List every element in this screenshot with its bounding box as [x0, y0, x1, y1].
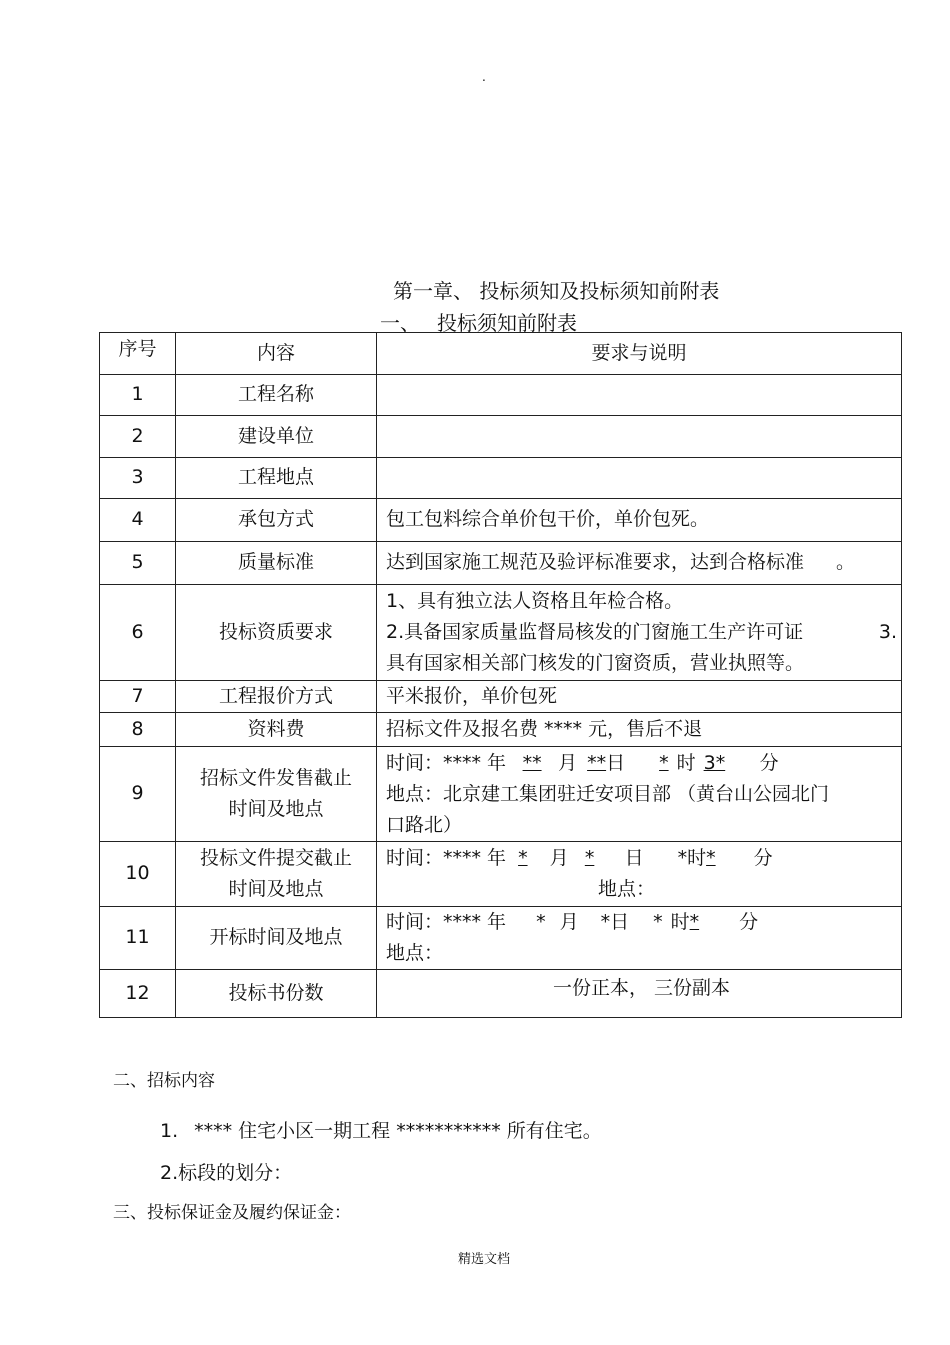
time-month: 月 [559, 911, 579, 933]
time-month-value: ** [522, 751, 542, 774]
time-hour: 时 [676, 751, 696, 774]
time-line [386, 843, 897, 874]
time-line [386, 748, 897, 779]
table-row [100, 747, 902, 842]
time-day-value: ** [587, 751, 607, 774]
row-name [176, 747, 377, 842]
row-name: 工程报价方式 [176, 681, 377, 713]
item-1-text: **** 住宅小区一期工程 *********** 所有住宅。 [194, 1120, 602, 1142]
row-index: 12 [100, 970, 176, 1018]
requirement-end: 。 [836, 551, 856, 574]
row-requirement [377, 542, 902, 585]
time-year: **** 年 [443, 751, 507, 774]
bid-notice-table [99, 332, 902, 1018]
time-month-value: * [536, 911, 546, 933]
time-day-value: *日 [600, 911, 630, 933]
time-label: 时间： [386, 911, 444, 933]
row-index: 1 [100, 375, 176, 416]
row-requirement [377, 416, 902, 458]
table-row [100, 970, 902, 1018]
requirement-line-2-text: 2.具备国家质量监督局核发的门窗施工生产许可证 [386, 621, 804, 643]
table-row [100, 375, 902, 416]
table-header-row [100, 333, 902, 375]
table-row [100, 542, 902, 585]
table-row [100, 681, 902, 713]
time-day-value: * [584, 847, 595, 869]
row-requirement: 一份正本， 三份副本 [377, 970, 902, 1018]
time-min: 分 [739, 911, 759, 933]
row-index: 3 [100, 458, 176, 499]
row-name-line-2: 时间及地点 [228, 798, 324, 820]
time-hour-value: * [659, 751, 669, 774]
time-hour-value: * [653, 911, 663, 933]
row-name-line-1: 投标文件提交截止 [199, 847, 352, 869]
row-name: 承包方式 [176, 499, 377, 542]
table-row [100, 458, 902, 499]
section-3-title: 三、投标保证金及履约保证金： [113, 1203, 351, 1223]
place-line: 地点： [598, 878, 656, 900]
time-hour-value: *时 [677, 847, 707, 869]
row-requirement [377, 907, 902, 970]
row-name: 质量标准 [176, 542, 377, 585]
row-name-line-2: 时间及地点 [228, 878, 324, 900]
chapter-title: 第一章、 投标须知及投标须知前附表 [393, 279, 720, 303]
section-2-title: 二、招标内容 [113, 1071, 215, 1091]
time-day: 日 [624, 847, 644, 869]
table-row [100, 499, 902, 542]
time-month-value: * [518, 847, 528, 869]
table-row [100, 585, 902, 681]
row-requirement [377, 747, 902, 842]
time-min-value: * [689, 911, 700, 933]
row-name: 投标资质要求 [176, 585, 377, 681]
requirement-line-2 [386, 617, 897, 648]
row-name: 工程名称 [176, 375, 377, 416]
table-row [100, 907, 902, 970]
time-line [386, 907, 897, 938]
header-requirement: 要求与说明 [377, 333, 902, 375]
table-row [100, 416, 902, 458]
row-index: 6 [100, 585, 176, 681]
row-requirement: 包工包料综合单价包干价，单价包死。 [377, 499, 902, 542]
requirement-line-3: 具有国家相关部门核发的门窗资质，营业执照等。 [386, 652, 805, 674]
row-index: 8 [100, 713, 176, 747]
row-requirement: 招标文件及报名费 **** 元，售后不退 [377, 713, 902, 747]
requirement-text: 达到国家施工规范及验评标准要求，达到合格标准 [386, 551, 805, 574]
row-name: 资料费 [176, 713, 377, 747]
table-row [100, 713, 902, 747]
time-min: 分 [753, 847, 773, 869]
header-name: 内容 [176, 333, 377, 375]
section-2-item-1 [160, 1116, 602, 1143]
row-requirement [377, 585, 902, 681]
row-name: 投标书份数 [176, 970, 377, 1018]
time-label: 时间： [386, 751, 444, 774]
time-min: 分 [759, 751, 779, 774]
time-day: 日 [606, 751, 626, 774]
place-line: 地点： [386, 942, 444, 964]
time-hour: 时 [670, 911, 690, 933]
row-requirement [377, 458, 902, 499]
row-name: 工程地点 [176, 458, 377, 499]
page-footer: 精选文档 [458, 1252, 511, 1267]
row-requirement: 平米报价，单价包死 [377, 681, 902, 713]
section-title-text: 投标须知前附表 [437, 311, 577, 335]
item-1-number: 1. [160, 1120, 179, 1142]
row-name: 开标时间及地点 [176, 907, 377, 970]
time-year: **** 年 [443, 847, 507, 869]
time-label: 时间： [386, 847, 444, 869]
row-requirement [377, 842, 902, 907]
row-index: 5 [100, 542, 176, 585]
requirement-line-1: 1、具有独立法人资格且年检合格。 [386, 590, 684, 612]
section-2-item-2: 2.标段的划分： [160, 1162, 293, 1184]
header-index: 序号 [100, 333, 176, 375]
row-index: 9 [100, 747, 176, 842]
time-month: 月 [558, 751, 578, 774]
row-index: 2 [100, 416, 176, 458]
time-month: 月 [549, 847, 569, 869]
row-index: 10 [100, 842, 176, 907]
requirement-line-2-end: 3. [878, 621, 897, 643]
row-index: 11 [100, 907, 176, 970]
top-mark: . [482, 70, 486, 84]
place-line-1: 地点：北京建工集团驻迁安项目部 （黄台山公园北门 [386, 782, 830, 805]
row-index: 4 [100, 499, 176, 542]
time-min-value: * [706, 847, 716, 869]
table-row [100, 842, 902, 907]
section-number: 一、 [380, 311, 420, 335]
row-name: 建设单位 [176, 416, 377, 458]
row-name-line-1: 招标文件发售截止 [199, 767, 352, 789]
time-year: **** 年 [443, 911, 507, 933]
row-name [176, 842, 377, 907]
place-line-2: 口路北） [386, 813, 463, 836]
row-index: 7 [100, 681, 176, 713]
time-min-value: 3* [703, 751, 726, 774]
row-requirement [377, 375, 902, 416]
